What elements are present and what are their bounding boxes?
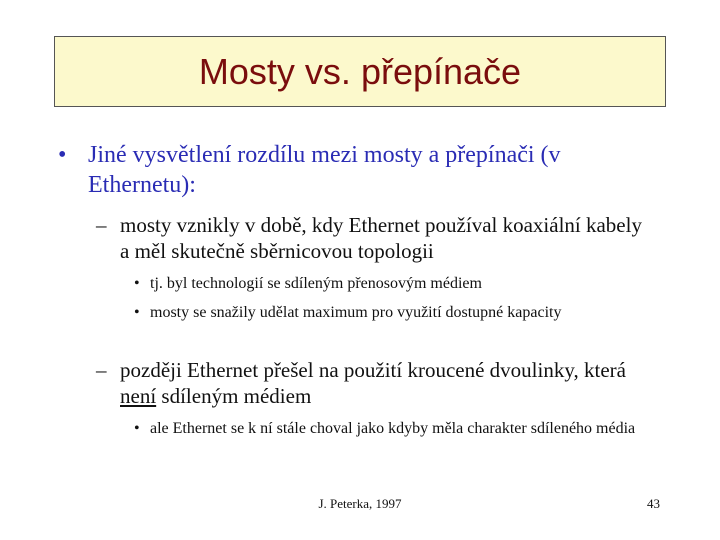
text-part-before: později Ethernet přešel na použití kroucené dvoulinky, která [120,358,626,382]
sub-bullet-1 [96,212,656,264]
slide-title: Mosty vs. přepínače [198,50,522,92]
sub-sub-bullet-3 [134,418,644,440]
page-number: 43 [647,496,660,511]
sub-bullet-text [96,357,656,409]
dash-marker: – [96,213,107,237]
bullet-marker: • [58,142,67,168]
bullet-marker: • [134,275,140,292]
bullet-marker: • [134,304,140,321]
sub-bullet-2 [96,357,656,409]
bullet-text: Jiné vysvětlení rozdílu mezi mosty a přepínači (v Ethernetu): [88,142,561,198]
dash-marker: – [96,358,107,382]
sub-sub-bullet-text: ale Ethernet se k ní stále choval jako kdyby měla charakter sdíleného média [150,420,636,437]
sub-sub-bullet-2 [134,302,644,324]
sub-bullet-text: mosty vznikly v době, kdy Ethernet používal koaxiální kabely a měl skutečně sběrnicovou topologii [120,213,642,263]
underlined-word: není [120,384,157,408]
bullet-marker: • [134,420,140,437]
bullet-level1 [58,140,658,200]
sub-sub-bullet-1 [134,273,644,295]
sub-sub-bullet-text: mosty se snažily udělat maximum pro využití dostupné kapacity [150,304,562,321]
sub-sub-bullet-text: tj. byl technologií se sdíleným přenosovým médiem [150,275,482,292]
text-part-after: sdíleným médiem [156,384,312,408]
footer-author: J. Peterka, 1997 [318,496,402,511]
